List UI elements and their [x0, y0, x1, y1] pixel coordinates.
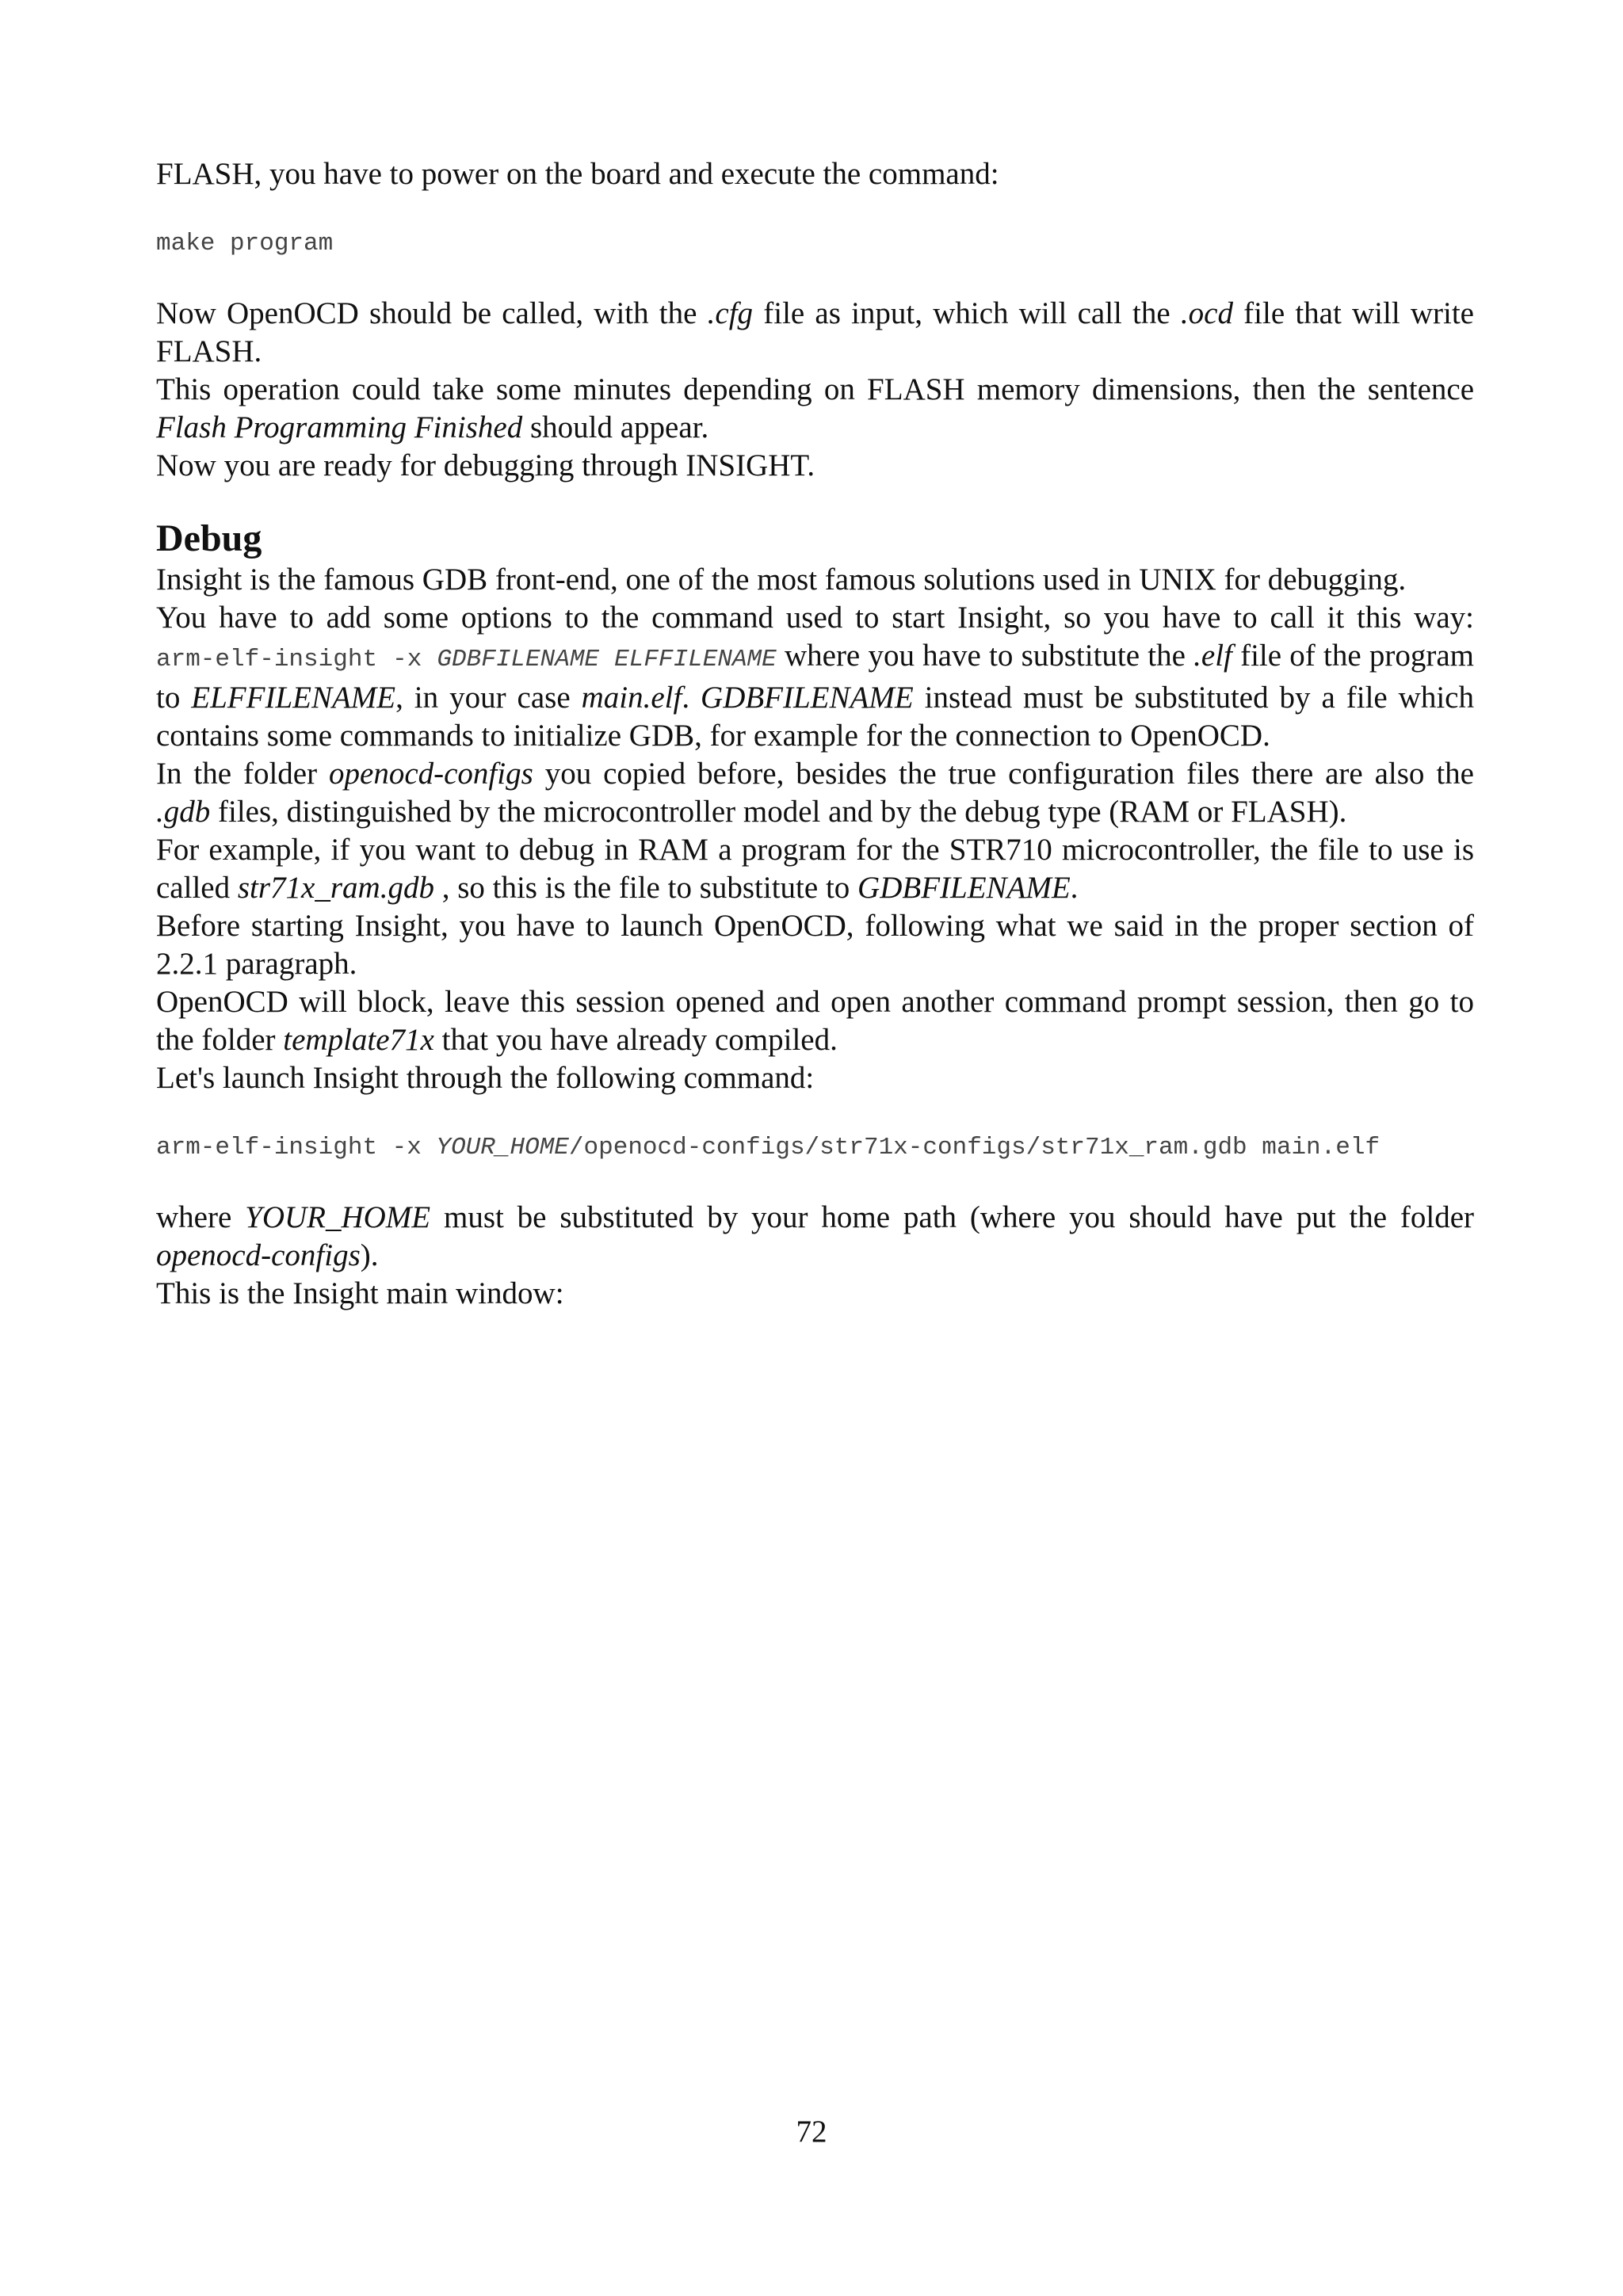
text: where — [156, 1200, 246, 1234]
section-heading-debug: Debug — [156, 517, 262, 559]
text: file that will write FLASH. — [156, 296, 1474, 368]
paragraph-your-home — [156, 1199, 1474, 1275]
paragraph-openocd-called — [156, 295, 1474, 371]
paragraph-ready-debugging: Now you are ready for debugging through INSIGHT. — [156, 448, 815, 482]
text: ). — [360, 1238, 379, 1272]
code-text: /openocd-configs/str71x-configs/str71x_ram.gdb main.elf — [568, 1134, 1381, 1161]
text: In the folder — [156, 757, 330, 791]
paragraph-launch-insight: Let's launch Insight through the following command: — [156, 1061, 815, 1095]
text-gdbfilename: GDBFILENAME — [701, 681, 914, 715]
paragraph-openocd-block — [156, 983, 1474, 1059]
paragraph-main-window: This is the Insight main window: — [156, 1276, 564, 1310]
inline-code-command: arm-elf-insight -x — [156, 646, 437, 673]
text: where you have to substitute the — [776, 639, 1194, 673]
text: You have to add some options to the command used to start Insight, so you have to call it this way: — [156, 601, 1474, 635]
text: should appear. — [522, 410, 709, 444]
text: you copied before, besides the true configuration files there are also the — [533, 757, 1474, 791]
paragraph-flash-intro: FLASH, you have to power on the board and execute the command: — [156, 157, 999, 191]
text: , in your case — [395, 681, 582, 715]
text: . — [682, 681, 701, 715]
text-ocd: .ocd — [1180, 296, 1233, 330]
text: . — [1070, 871, 1079, 905]
text-gdb: .gdb — [156, 795, 211, 829]
text-cfg: .cfg — [707, 296, 754, 330]
text: OpenOCD will block, leave this session opened and open another command prompt session, then go to the folder — [156, 985, 1474, 1057]
paragraph-before-starting: Before starting Insight, you have to launch OpenOCD, following what we said in the proper section of 2.2.1 paragraph. — [156, 909, 1474, 981]
text-openocd-configs: openocd-configs — [329, 757, 533, 791]
paragraph-openocd-configs — [156, 755, 1474, 831]
code-launch-command — [156, 1129, 1474, 1167]
text-openocd-configs: openocd-configs — [156, 1238, 361, 1272]
text: file as input, which will call the — [753, 296, 1181, 330]
inline-code-args: GDBFILENAME ELFFILENAME — [437, 646, 777, 673]
text-your-home: YOUR_HOME — [245, 1200, 431, 1234]
text: instead must be substituted by a file which contains some commands to initialize GDB, for example for the connection to OpenOCD. — [156, 681, 1474, 753]
text: Now OpenOCD should be called, with the — [156, 296, 708, 330]
text-template71x: template71x — [283, 1023, 434, 1057]
text: file of the program to — [156, 639, 1474, 715]
text-gdbfilename: GDBFILENAME — [857, 871, 1071, 905]
text: , so this is the file to substitute to — [433, 871, 858, 905]
text: that you have already compiled. — [433, 1023, 838, 1057]
paragraph-insight-intro: Insight is the famous GDB front-end, one of the most famous solutions used in UNIX for debugging. — [156, 563, 1407, 597]
text-flash-programming-finished: Flash Programming Finished — [156, 410, 523, 444]
text: must be substituted by your home path (where you should have put the folder — [430, 1200, 1475, 1234]
text: This operation could take some minutes depending on FLASH memory dimensions, then the sentence — [156, 372, 1474, 406]
code-your-home: YOUR_HOME — [436, 1134, 569, 1161]
text-elffilename: ELFFILENAME — [191, 681, 396, 715]
text-str71x-ram-gdb: str71x_ram.gdb — [237, 871, 434, 905]
code-text: arm-elf-insight -x — [156, 1134, 437, 1161]
text-main-elf: main.elf — [581, 681, 682, 715]
text: files, distinguished by the microcontroller model and by the debug type (RAM or FLASH). — [210, 795, 1347, 829]
page-number: 72 — [796, 2115, 827, 2149]
text-elf: .elf — [1193, 639, 1232, 673]
text: For example, if you want to debug in RAM a program for the STR710 microcontroller, the file to use is called — [156, 833, 1474, 905]
paragraph-example-ram — [156, 831, 1474, 907]
page-content — [156, 155, 1474, 1313]
code-make-program: make program — [156, 230, 334, 257]
paragraph-operation-time — [156, 371, 1474, 447]
paragraph-insight-options — [156, 599, 1474, 755]
